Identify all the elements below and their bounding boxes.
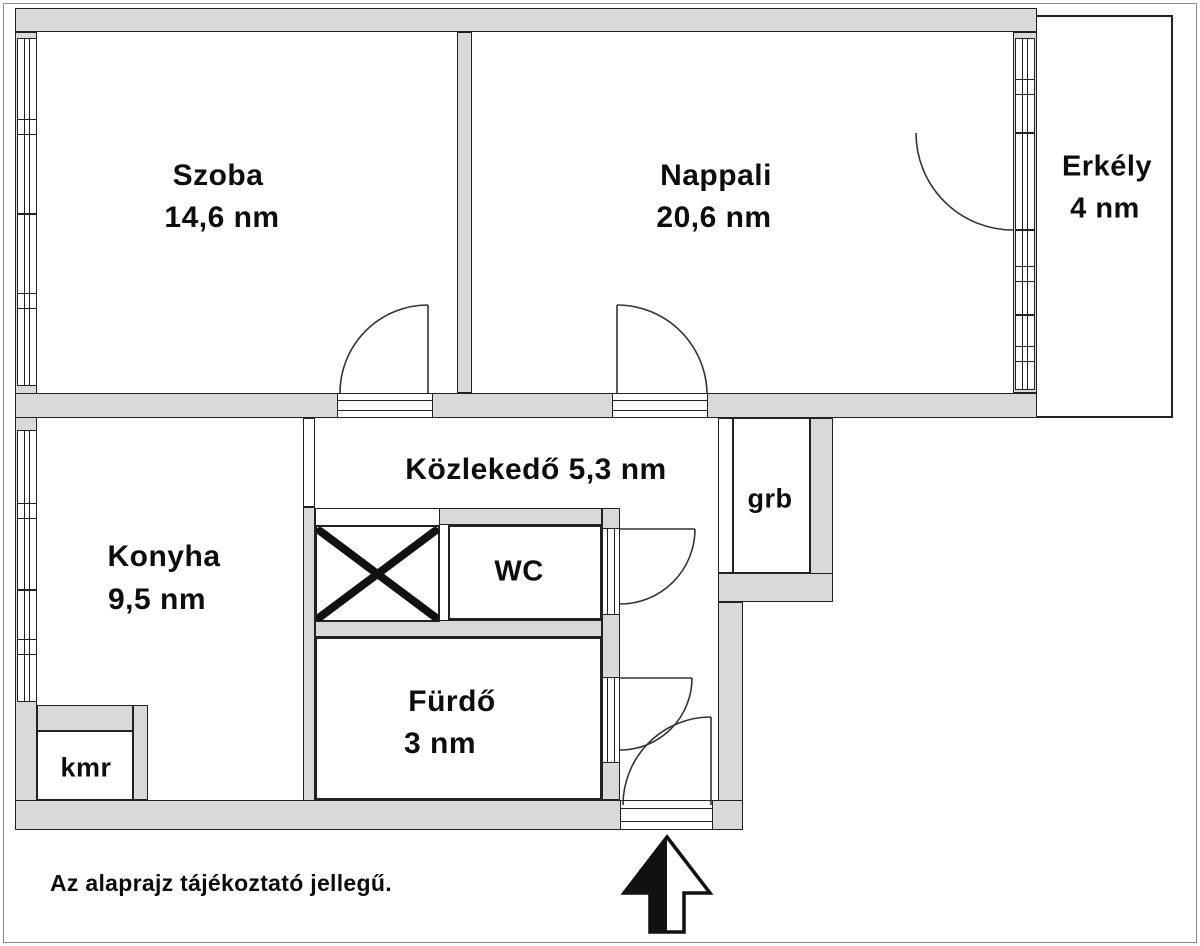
label-erkely-area: 4 nm [1070, 192, 1140, 225]
window-icon [17, 38, 37, 214]
door-arc [620, 678, 692, 750]
door-threshold-nappali [612, 393, 708, 418]
door-arc [916, 133, 1013, 230]
entrance-arrow-icon [624, 837, 710, 932]
wall-hall-right [718, 602, 743, 830]
door-arc [623, 717, 711, 805]
window-icon [1015, 38, 1035, 133]
label-szoba: Szoba [172, 159, 264, 192]
label-nappali: Nappali [660, 159, 772, 192]
wall-step [718, 573, 833, 602]
window-icon [1015, 315, 1035, 390]
wall-top [15, 8, 1037, 32]
wall-kmr-right [133, 705, 148, 800]
window-icon [17, 214, 37, 386]
door-arc [617, 305, 707, 393]
wall-wc-furdo-band [315, 620, 602, 637]
window-icon [1015, 230, 1035, 315]
label-furdo: Fürdő [408, 685, 496, 718]
wall-above-wc [438, 508, 602, 525]
label-grb: grb [747, 483, 793, 514]
label-szoba-area: 14,6 nm [164, 201, 280, 234]
label-konyha: Konyha [107, 540, 221, 573]
wall-konyha-lower [303, 507, 315, 830]
opening-konyha [303, 418, 315, 507]
shaft-box [315, 525, 440, 622]
label-wc: WC [494, 555, 544, 588]
wall-kmr-top [37, 705, 133, 731]
door-threshold-szoba [337, 393, 433, 418]
window-icon [17, 430, 37, 590]
door-threshold-entrance [620, 800, 713, 830]
disclaimer-note: Az alaprajz tájékoztató jellegű. [50, 870, 392, 896]
door-threshold-furdo [602, 677, 620, 763]
wall-middle-horizontal [15, 393, 1037, 418]
wall-szoba-nappali-divider [457, 32, 472, 393]
wall-hall-grb-thin [718, 418, 733, 573]
label-erkely: Erkély [1061, 150, 1153, 183]
label-konyha-area: 9,5 nm [107, 583, 207, 616]
label-nappali-area: 20,6 nm [656, 201, 772, 234]
window-icon [17, 590, 37, 702]
door-arc [620, 529, 695, 604]
label-kozlekedo: Közlekedő 5,3 nm [405, 453, 667, 486]
label-kmr: kmr [60, 752, 112, 783]
door-threshold-wc [602, 528, 620, 615]
label-furdo-area: 3 nm [403, 727, 477, 760]
balcony-door [1015, 133, 1035, 230]
door-arc [340, 305, 428, 393]
